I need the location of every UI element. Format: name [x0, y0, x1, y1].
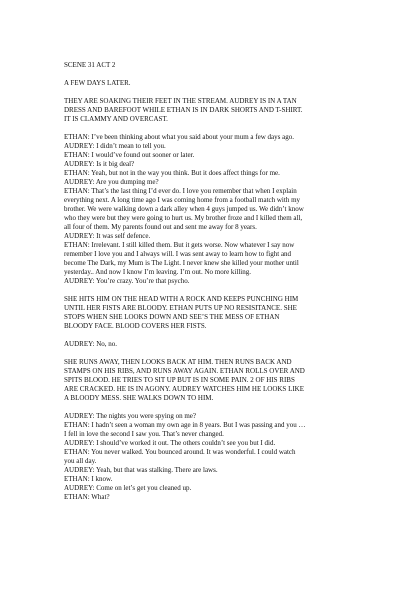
dialogue-line: you all day.: [64, 457, 97, 465]
dialogue-line: yesterday.. And now I know I’m leaving. I’m out. No more killing.: [64, 268, 251, 276]
dialogue-line: AUDREY: Is it big deal?: [64, 160, 135, 168]
action-line: STOPS WHEN SHE LOOKS DOWN AND SEE’S THE MESS OF ETHAN: [64, 313, 280, 321]
dialogue-line: ETHAN: I’ve been thinking about what you said about your mum a few days ago.: [64, 133, 294, 141]
dialogue-line: ETHAN: That’s the last thing I’d ever do. I love you remember that when I explain: [64, 187, 297, 195]
dialogue-line: ETHAN: Irrelevant. I still killed them. But it gets worse. Now whatever I say now: [64, 241, 295, 249]
action-line: SPITS BLOOD. HE TRIES TO SIT UP BUT IS IN SOME PAIN. 2 OF HIS RIBS: [64, 376, 295, 384]
action-line: UNTIL HER FISTS ARE BLOODY. ETHAN PUTS UP NO RESISITANCE. SHE: [64, 304, 297, 312]
dialogue-line: AUDREY: You’re crazy. You’re that psycho.: [64, 277, 190, 285]
action-line: BLOODY FACE. BLOOD COVERS HER FISTS.: [64, 322, 207, 330]
dialogue-block-2: [64, 340, 380, 349]
dialogue-line: remember I love you and I always will. I was sent away to learn how to fight and: [64, 250, 292, 258]
dialogue-line: become The Dark, my Mum is The Light. I never knew she killed your mother until: [64, 259, 299, 267]
dialogue-line: ETHAN: I would’ve found out sooner or later.: [64, 151, 195, 159]
action-line: STAMPS ON HIS RIBS, AND RUNS AWAY AGAIN. ETHAN ROLLS OVER AND: [64, 367, 305, 375]
action-line: SHE HITS HIM ON THE HEAD WITH A ROCK AND KEEPS PUNCHING HIM: [64, 295, 299, 303]
dialogue-line: AUDREY: Yeah, but that was stalking. There are laws.: [64, 466, 218, 474]
dialogue-line: who they were but they were going to hurt us. My brother froze and I killed them all,: [64, 214, 303, 222]
dialogue-line: AUDREY: I should’ve worked it out. The others couldn’t see you but I did.: [64, 439, 276, 447]
action-line: DRESS AND BAREFOOT WHILE ETHAN IS IN DARK SHORTS AND T-SHIRT.: [64, 106, 303, 114]
dialogue-line: ETHAN: You never walked. You bounced around. It was wonderful. I could watch: [64, 448, 296, 456]
action-block-2: [64, 295, 380, 331]
action-line: ARE CRACKED. HE IS IN AGONY. AUDREY WATCHES HIM HE LOOKS LIKE: [64, 385, 305, 393]
action-block-1: [64, 97, 380, 124]
dialogue-line: all four of them. My parents found out and sent me away for 8 years.: [64, 223, 257, 231]
dialogue-block-3: [64, 412, 380, 502]
action-line: IT IS CLAMMY AND OVERCAST.: [64, 115, 168, 123]
dialogue-line: ETHAN: What?: [64, 493, 110, 501]
dialogue-line: I fell in love the second I saw you. That’s never changed.: [64, 430, 224, 438]
action-line: A BLOODY MESS. SHE WALKS DOWN TO HIM.: [64, 394, 214, 402]
scene-heading: SCENE 31 ACT 2: [64, 61, 116, 69]
dialogue-line: AUDREY: It was self defence.: [64, 232, 151, 240]
dialogue-line: brother. We were walking down a dark alley when 4 guys jumped us. We didn’t know: [64, 205, 304, 213]
dialogue-line: ETHAN: I know.: [64, 475, 113, 483]
dialogue-line: everything next. A long time ago I was coming home from a football match with my: [64, 196, 301, 204]
action-line: THEY ARE SOAKING THEIR FEET IN THE STREAM. AUDREY IS IN A TAN: [64, 97, 297, 105]
dialogue-line: AUDREY: The nights you were spying on me?: [64, 412, 197, 420]
dialogue-line: ETHAN: I hadn’t seen a woman my own age in 8 years. But I was passing and you …: [64, 421, 306, 429]
dialogue-line: AUDREY: Come on let’s get you cleaned up.: [64, 484, 192, 492]
dialogue-line: AUDREY: I didn’t mean to tell you.: [64, 142, 166, 150]
action-block-3: [64, 358, 380, 403]
dialogue-line: ETHAN: Yeah, but not in the way you think. But it does affect things for me.: [64, 169, 280, 177]
dialogue-block-1: [64, 133, 380, 286]
dialogue-line: AUDREY: No, no.: [64, 340, 118, 348]
scene-time: A FEW DAYS LATER.: [64, 79, 131, 87]
dialogue-line: AUDREY: Are you dumping me?: [64, 178, 159, 186]
action-line: SHE RUNS AWAY, THEN LOOKS BACK AT HIM. THEN RUNS BACK AND: [64, 358, 292, 366]
